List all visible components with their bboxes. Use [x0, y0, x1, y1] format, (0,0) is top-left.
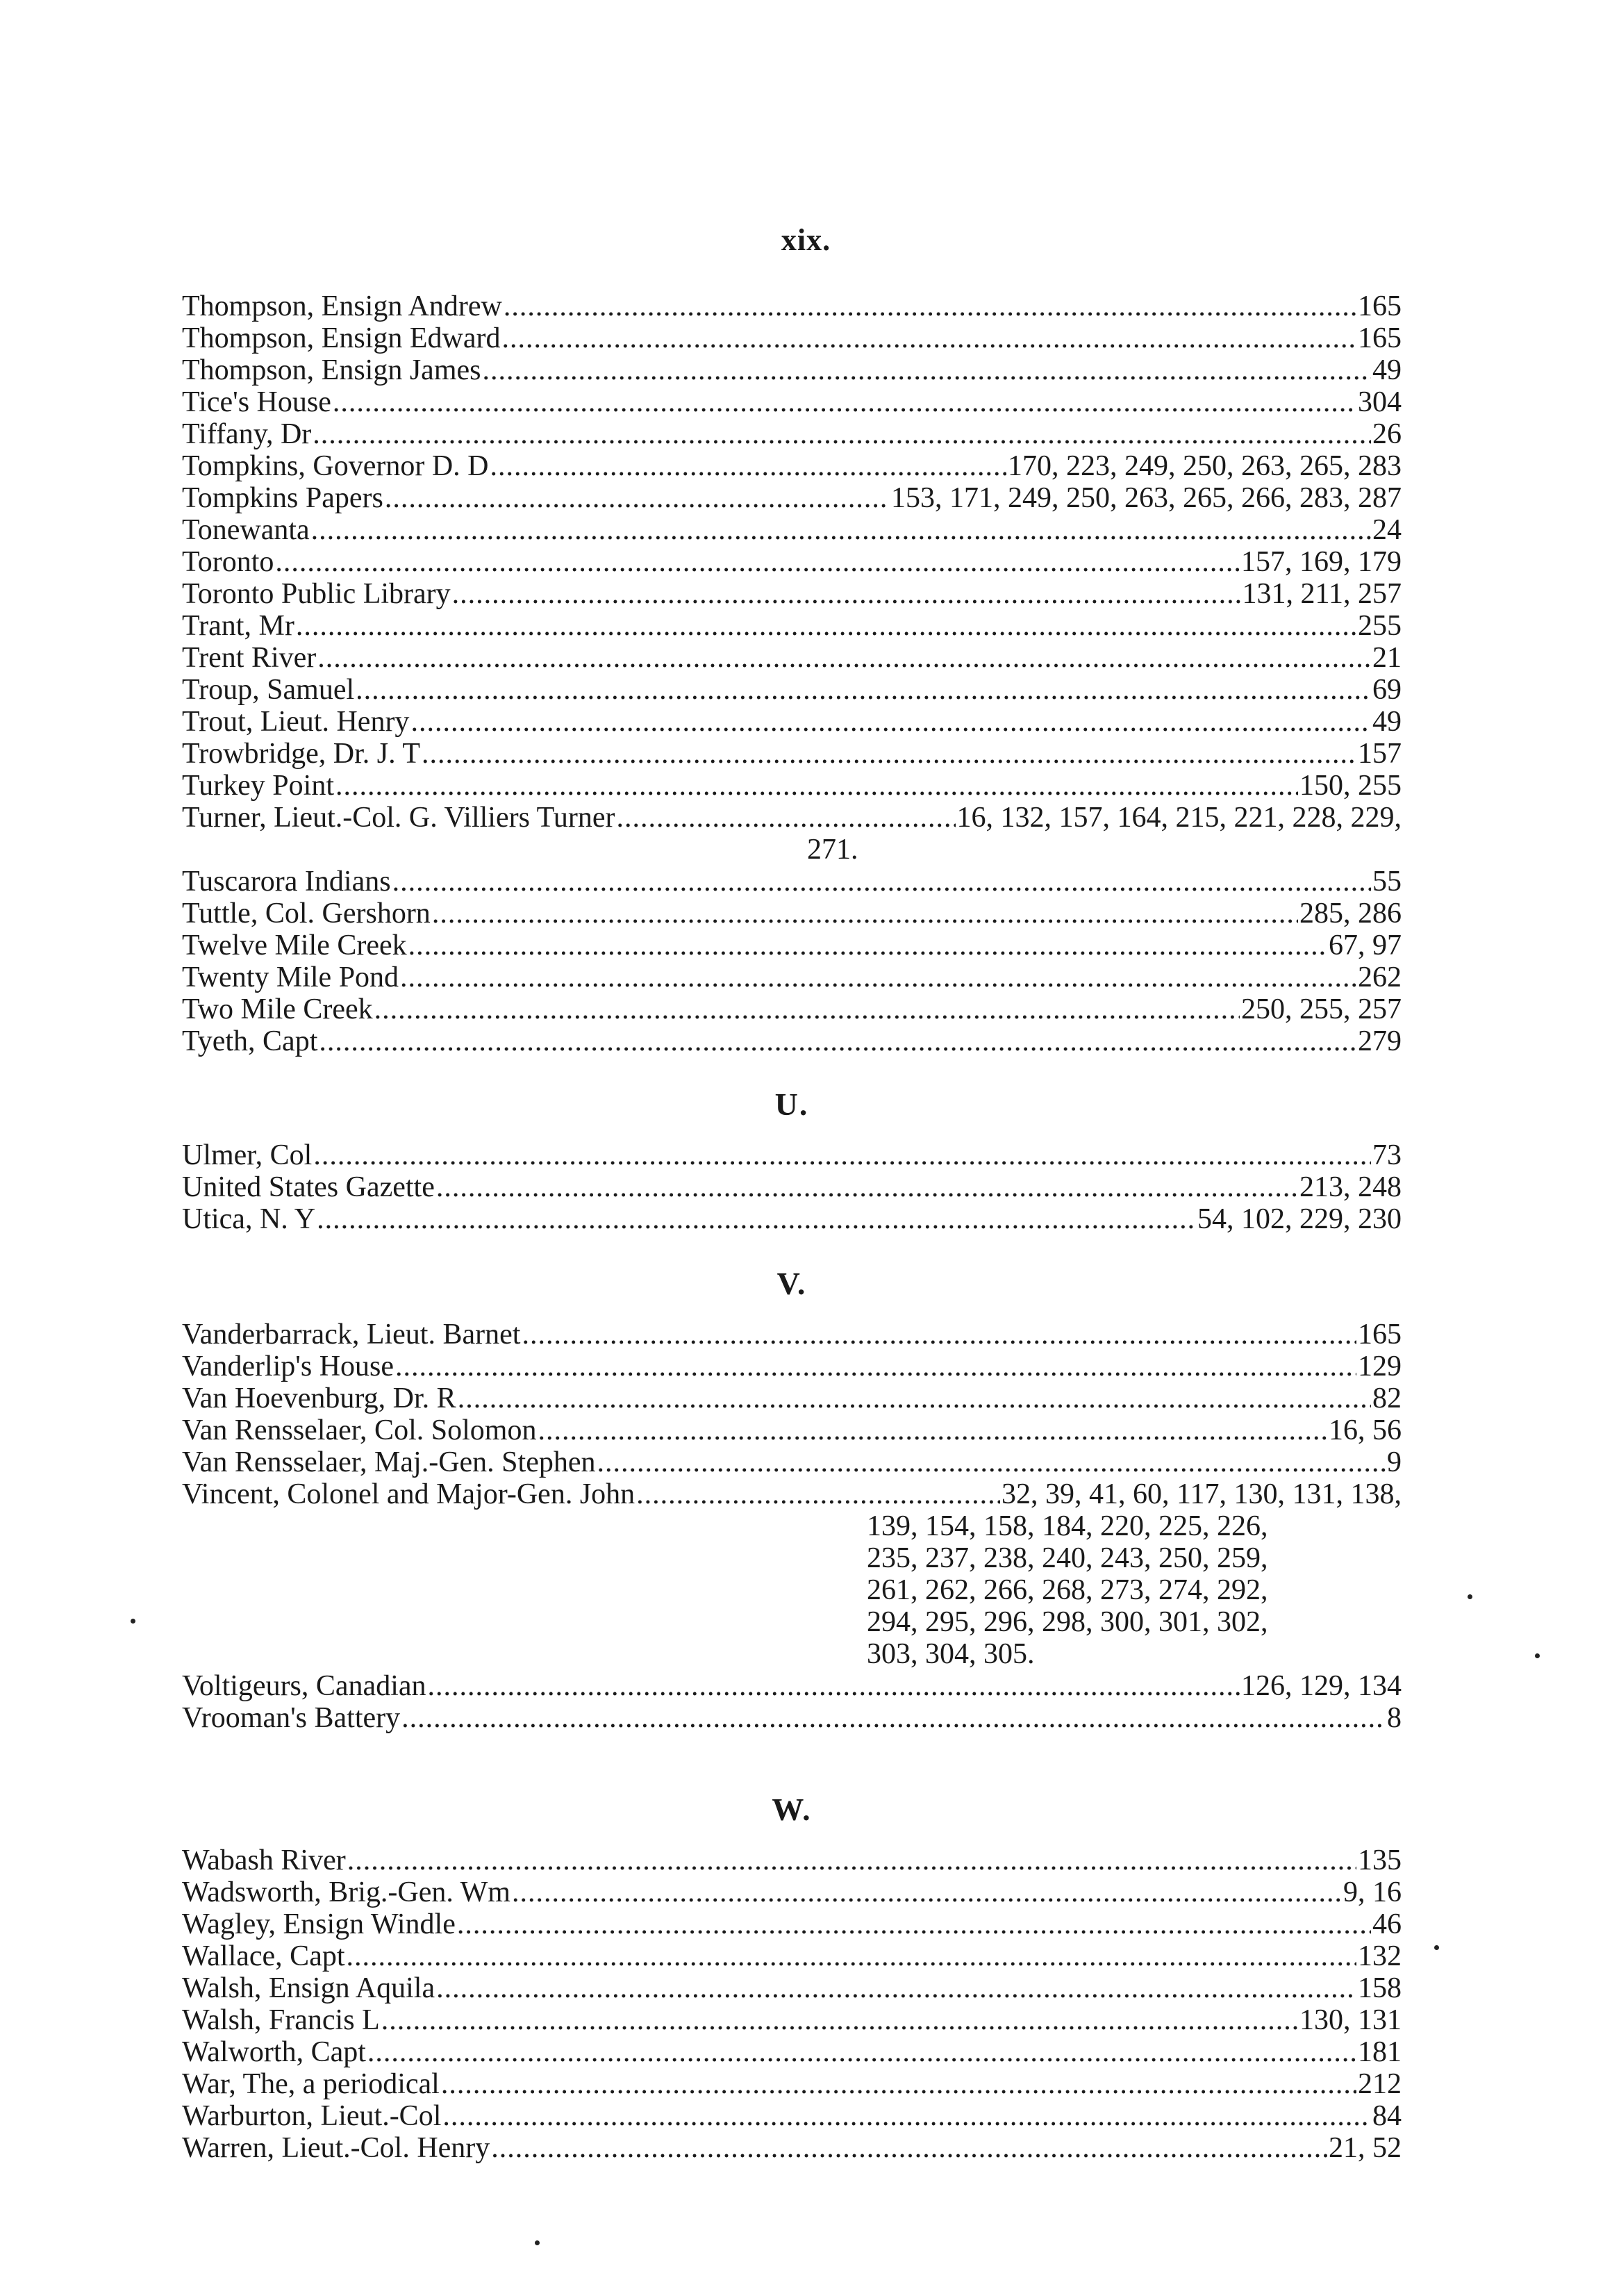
entry-pages: 158: [1358, 1972, 1402, 2004]
entry-name: Ulmer, Col: [182, 1139, 313, 1171]
index-entry: [182, 1351, 1402, 1382]
index-entry: [182, 993, 1402, 1025]
entry-pages: 82: [1372, 1382, 1402, 1414]
entry-pages: 73: [1372, 1139, 1402, 1171]
entry-name: Walsh, Francis L: [182, 2004, 380, 2036]
entry-pages: 304: [1358, 386, 1402, 418]
entry-pages-continued: 303, 304, 305.: [867, 1638, 1035, 1670]
index-section-u: [182, 1084, 1402, 1235]
entry-name: Trout, Lieut. Henry: [182, 706, 410, 738]
dot-leader: [491, 2132, 1327, 2164]
entry-pages: 16, 56: [1329, 1414, 1402, 1446]
entry-pages: 32, 39, 41, 60, 117, 130, 131, 138,: [1002, 1478, 1402, 1510]
index-entry: [182, 1908, 1402, 1940]
index-entry: [182, 1478, 1402, 1510]
stray-mark: [1468, 1594, 1472, 1599]
entry-name: Walsh, Ensign Aquila: [182, 1972, 435, 2004]
entry-pages: 157: [1358, 738, 1402, 770]
dot-leader: [333, 386, 1356, 418]
dot-leader: [512, 1876, 1342, 1908]
entry-pages: 26: [1372, 418, 1402, 450]
index-entry: [182, 1025, 1402, 1057]
entry-name: Warren, Lieut.-Col. Henry: [182, 2132, 490, 2164]
entry-pages: 285, 286: [1299, 898, 1402, 930]
dot-leader: [356, 674, 1371, 706]
dot-leader: [410, 706, 1371, 738]
entry-pages: 212: [1358, 2068, 1402, 2100]
dot-leader: [374, 993, 1240, 1025]
entry-name: Vanderlip's House: [182, 1351, 394, 1382]
entry-pages: 131, 211, 257: [1242, 578, 1402, 610]
dot-leader: [319, 1025, 1356, 1057]
index-entry: [182, 1382, 1402, 1414]
index-entry: [182, 1446, 1402, 1478]
entry-pages: 24: [1372, 514, 1402, 546]
index-entry: [182, 1940, 1402, 1972]
index-entry: [182, 1171, 1402, 1203]
section-letter-heading: U.: [774, 1087, 809, 1122]
dot-leader: [422, 738, 1356, 770]
entry-name: Tyeth, Capt: [182, 1025, 318, 1057]
index-entry: [182, 2004, 1402, 2036]
dot-leader: [432, 898, 1298, 930]
entry-pages: 69: [1372, 674, 1402, 706]
entry-name: Toronto Public Library: [182, 578, 451, 610]
index-entry: [182, 1844, 1402, 1876]
entry-name: Trent River: [182, 642, 317, 674]
index-entry: [182, 738, 1402, 770]
entry-pages: 9: [1387, 1446, 1402, 1478]
entry-name: Voltigeurs, Canadian: [182, 1670, 426, 1702]
entry-pages: 150, 255: [1299, 770, 1402, 802]
dot-leader: [408, 930, 1327, 961]
entry-name: Walworth, Capt: [182, 2036, 366, 2068]
entry-name: Warburton, Lieut.-Col: [182, 2100, 442, 2132]
entry-name: Thompson, Ensign Edward: [182, 322, 501, 354]
dot-leader: [482, 354, 1371, 386]
dot-leader: [367, 2036, 1356, 2068]
index-entry: [182, 610, 1402, 642]
entry-pages: 250, 255, 257: [1241, 993, 1402, 1025]
entry-pages: 49: [1372, 706, 1402, 738]
dot-leader: [458, 1382, 1371, 1414]
dot-leader: [441, 2068, 1356, 2100]
entry-pages: 130, 131: [1299, 2004, 1402, 2036]
index-entry: [182, 706, 1402, 738]
section-letter-heading: V.: [776, 1266, 807, 1301]
entry-pages: 153, 171, 249, 250, 263, 265, 266, 283, 287: [891, 482, 1402, 514]
entry-pages: 129: [1358, 1351, 1402, 1382]
entry-pages: 213, 248: [1299, 1171, 1402, 1203]
index-entry: [182, 1670, 1402, 1702]
entry-name: Tice's House: [182, 386, 331, 418]
page-number: xix.: [781, 223, 831, 257]
entry-pages: 46: [1372, 1908, 1402, 1940]
entry-name: Wagley, Ensign Windle: [182, 1908, 456, 1940]
entry-name: Thompson, Ensign James: [182, 354, 481, 386]
dot-leader: [504, 290, 1356, 322]
index-entry: [182, 354, 1402, 386]
entry-name: Tonewanta: [182, 514, 310, 546]
entry-pages: 181: [1358, 2036, 1402, 2068]
dot-leader: [400, 961, 1356, 993]
entry-name: War, The, a periodical: [182, 2068, 440, 2100]
dot-leader: [395, 1351, 1356, 1382]
dot-leader: [313, 418, 1371, 450]
dot-leader: [436, 1972, 1356, 2004]
index-entry: [182, 642, 1402, 674]
dot-leader: [335, 770, 1298, 802]
entry-pages: 157, 169, 179: [1241, 546, 1402, 578]
entry-name: Two Mile Creek: [182, 993, 373, 1025]
index-entry: [182, 386, 1402, 418]
entry-pages: 132: [1358, 1940, 1402, 1972]
dot-leader: [296, 610, 1356, 642]
entry-name: Tompkins Papers: [182, 482, 383, 514]
stray-mark: [535, 2240, 540, 2245]
entry-pages: 84: [1372, 2100, 1402, 2132]
dot-leader: [317, 1203, 1196, 1235]
index-section-v: [182, 1263, 1402, 1734]
index-entry: [182, 322, 1402, 354]
index-entry: [182, 770, 1402, 802]
entry-name: Trowbridge, Dr. J. T: [182, 738, 421, 770]
entry-name: Turkey Point: [182, 770, 335, 802]
entry-pages-continued: 139, 154, 158, 184, 220, 225, 226,: [867, 1510, 1268, 1542]
stray-mark: [131, 1619, 135, 1624]
entry-pages: 54, 102, 229, 230: [1197, 1203, 1402, 1235]
dot-leader: [616, 802, 955, 834]
entry-pages: 135: [1358, 1844, 1402, 1876]
entry-name: Tiffany, Dr: [182, 418, 312, 450]
entry-pages: 165: [1358, 1319, 1402, 1351]
index-entry: [182, 1203, 1402, 1235]
index-entry: [182, 1139, 1402, 1171]
entry-name: Turner, Lieut.-Col. G. Villiers Turner: [182, 802, 615, 834]
entry-name: Wabash River: [182, 1844, 346, 1876]
dot-leader: [442, 2100, 1371, 2132]
entry-name: Toronto: [182, 546, 274, 578]
index-entry: [182, 930, 1402, 961]
entry-pages-continued: 294, 295, 296, 298, 300, 301, 302,: [867, 1606, 1268, 1638]
entry-name: Troup, Samuel: [182, 674, 355, 706]
entry-pages: 8: [1387, 1702, 1402, 1734]
entry-pages: 165: [1358, 322, 1402, 354]
stray-mark: [1434, 1945, 1439, 1950]
entry-pages: 55: [1372, 866, 1402, 898]
entry-name: Tuttle, Col. Gershorn: [182, 898, 431, 930]
index-entry: [182, 898, 1402, 930]
index-entry: [182, 418, 1402, 450]
index-entry: [182, 961, 1402, 993]
entry-pages: 16, 132, 157, 164, 215, 221, 228, 229,: [956, 802, 1402, 834]
index-entry: [182, 1702, 1402, 1734]
index-entry: [182, 802, 1402, 834]
entry-name: Van Hoevenburg, Dr. R: [182, 1382, 456, 1414]
entry-pages: 21: [1372, 642, 1402, 674]
dot-leader: [385, 482, 890, 514]
dot-leader: [347, 1844, 1356, 1876]
section-letter-heading: W.: [772, 1792, 812, 1827]
entry-name: Vanderbarrack, Lieut. Barnet: [182, 1319, 521, 1351]
entry-name: Vincent, Colonel and Major-Gen. John: [182, 1478, 635, 1510]
entry-name: Twenty Mile Pond: [182, 961, 399, 993]
entry-pages: 49: [1372, 354, 1402, 386]
entry-name: Vrooman's Battery: [182, 1702, 401, 1734]
index-entry: [182, 674, 1402, 706]
dot-leader: [522, 1319, 1356, 1351]
index-entry: [182, 2036, 1402, 2068]
dot-leader: [275, 546, 1240, 578]
index-entry: [182, 514, 1402, 546]
entry-pages: 9, 16: [1343, 1876, 1402, 1908]
entry-pages-continued: 271.: [807, 834, 858, 866]
index-entry: [182, 578, 1402, 610]
dot-leader: [538, 1414, 1327, 1446]
index-entry: [182, 1876, 1402, 1908]
entry-pages: 262: [1358, 961, 1402, 993]
entry-pages: 255: [1358, 610, 1402, 642]
entry-name: Thompson, Ensign Andrew: [182, 290, 502, 322]
entry-name: Van Rensselaer, Maj.-Gen. Stephen: [182, 1446, 596, 1478]
entry-name: Utica, N. Y: [182, 1203, 316, 1235]
index-entry: [182, 1319, 1402, 1351]
entry-name: Trant, Mr: [182, 610, 294, 642]
entry-pages-continued: 261, 262, 266, 268, 273, 274, 292,: [867, 1574, 1268, 1606]
stray-mark: [1535, 1653, 1540, 1658]
index-entry: [182, 546, 1402, 578]
dot-leader: [428, 1670, 1240, 1702]
index-section-w: [182, 1789, 1402, 2164]
entry-name: Tompkins, Governor D. D: [182, 450, 489, 482]
entry-name: Twelve Mile Creek: [182, 930, 407, 961]
dot-leader: [313, 1139, 1371, 1171]
entry-name: Wallace, Capt: [182, 1940, 345, 1972]
index-section-t: [182, 290, 1402, 1057]
index-entry: [182, 2068, 1402, 2100]
dot-leader: [597, 1446, 1386, 1478]
entry-pages: 67, 97: [1329, 930, 1402, 961]
entry-name: Wadsworth, Brig.-Gen. Wm: [182, 1876, 510, 1908]
index-entry: [182, 290, 1402, 322]
index-entry: [182, 1972, 1402, 2004]
dot-leader: [392, 866, 1371, 898]
entry-pages: 165: [1358, 290, 1402, 322]
dot-leader: [501, 322, 1356, 354]
entry-pages: 21, 52: [1329, 2132, 1402, 2164]
entry-name: Van Rensselaer, Col. Solomon: [182, 1414, 537, 1446]
dot-leader: [317, 642, 1371, 674]
entry-name: Tuscarora Indians: [182, 866, 391, 898]
dot-leader: [452, 578, 1241, 610]
index-entry: [182, 482, 1402, 514]
index-entry: [182, 450, 1402, 482]
entry-name: United States Gazette: [182, 1171, 435, 1203]
entry-pages: 170, 223, 249, 250, 263, 265, 283: [1008, 450, 1402, 482]
dot-leader: [490, 450, 1006, 482]
dot-leader: [381, 2004, 1298, 2036]
index-entry: [182, 2100, 1402, 2132]
index-entry: [182, 2132, 1402, 2164]
entry-pages-continued: 235, 237, 238, 240, 243, 250, 259,: [867, 1542, 1268, 1574]
dot-leader: [347, 1940, 1356, 1972]
entry-pages: 126, 129, 134: [1241, 1670, 1402, 1702]
index-entry: [182, 1414, 1402, 1446]
index-entry: [182, 866, 1402, 898]
dot-leader: [311, 514, 1371, 546]
dot-leader: [636, 1478, 1000, 1510]
dot-leader: [436, 1171, 1298, 1203]
entry-pages: 279: [1358, 1025, 1402, 1057]
dot-leader: [457, 1908, 1371, 1940]
dot-leader: [401, 1702, 1386, 1734]
